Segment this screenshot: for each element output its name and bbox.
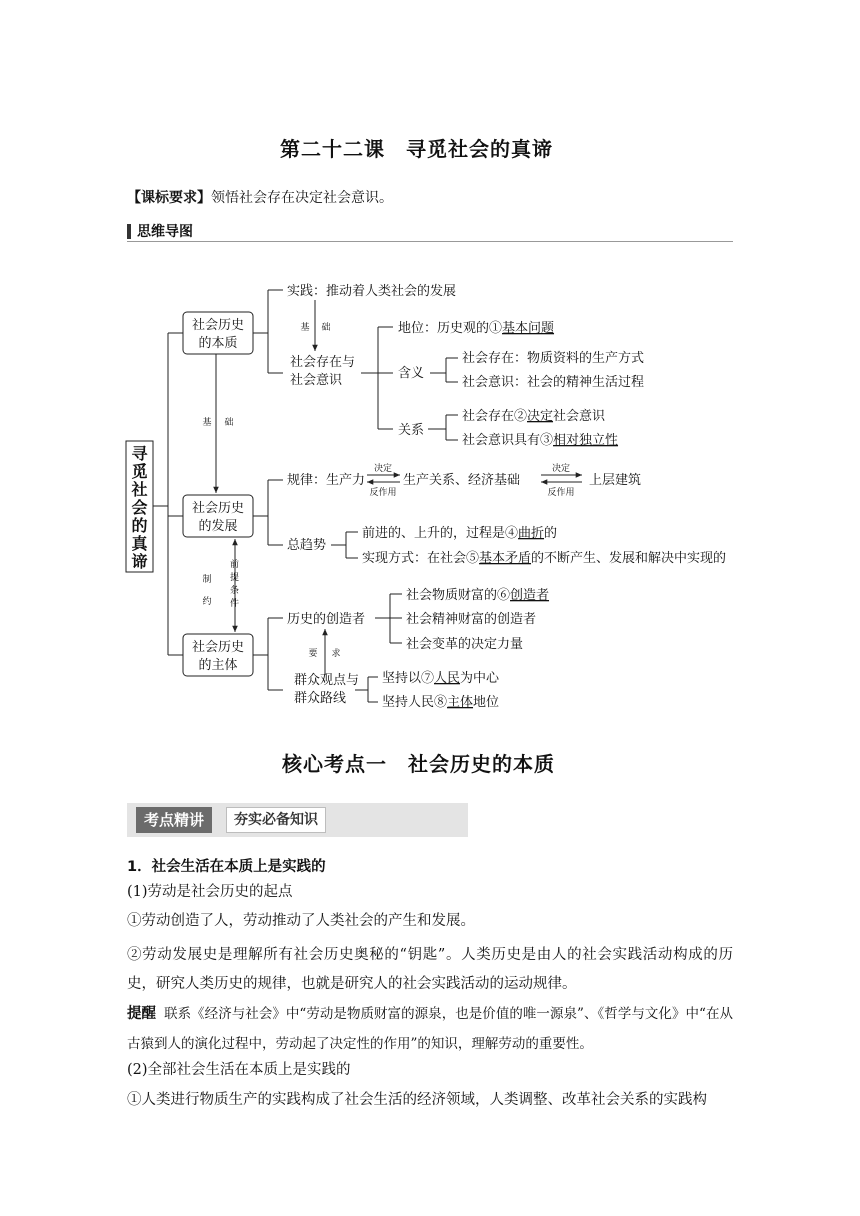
restrict-label-1: 制 [202, 575, 212, 585]
meaning-text: 含义 [398, 366, 425, 381]
subheading-2: (2)全部社会生活在本质上是实践的 [127, 1062, 351, 1078]
root-char-6: 真 [131, 534, 148, 553]
position-text: 地位：历史观的①基本问题 [398, 321, 555, 336]
root-char-5: 的 [131, 516, 148, 535]
law-decide-1: 决定 [373, 464, 393, 474]
mass-l2: 群众路线 [294, 691, 347, 706]
root-char-7: 谛 [131, 552, 148, 571]
paragraph-3: ①人类进行物质生产的实践构成了社会生活的经济领域，人类调整、改革社会关系的实践构 [127, 1092, 707, 1108]
existence-l2: 社会意识 [290, 373, 343, 388]
relation-1: 社会存在②决定社会意识 [462, 409, 606, 424]
trend-1: 前进的、上升的，过程是④曲折的 [362, 526, 558, 541]
base-small-2: 础 [321, 323, 331, 333]
lesson-title: 第二十二课 寻觅社会的真谛 [280, 137, 553, 161]
paragraph-1: ①劳动创造了人，劳动推动了人类社会的产生和发展。 [127, 913, 475, 929]
subheading-1: (1)劳动是社会历史的起点 [127, 884, 293, 900]
heading-1: 1．社会生活在本质上是实践的 [127, 859, 326, 875]
root-char-2: 觅 [131, 462, 148, 481]
premise-label-1: 前 [230, 560, 240, 570]
restrict-label-2: 约 [202, 597, 212, 607]
base-label-1: 基 [202, 418, 212, 428]
mass-2: 坚持人民⑧主体地位 [382, 695, 500, 710]
require-label-2: 求 [331, 649, 341, 659]
node-essence-l2: 的本质 [198, 336, 238, 351]
law-mid: 生产关系、经济基础 [403, 473, 521, 488]
tip-paragraph [127, 999, 733, 1059]
law-react-2: 反作用 [547, 488, 575, 498]
requirement-text: 领悟社会存在决定社会意识。 [211, 190, 393, 206]
requirement-tag: 【课标要求】 [127, 190, 211, 206]
meaning-existence: 社会存在：物质资料的生产方式 [462, 351, 645, 366]
premise-label-2: 提 [230, 573, 240, 583]
root-char-3: 社 [131, 480, 148, 499]
root-char-4: 会 [131, 498, 148, 517]
tip-text: 联系《经济与社会》中“劳动是物质财富的源泉，也是价值的唯一源泉”、《哲学与文化》中“在从古猿到人的演化过程中，劳动起了决定性的作用”的知识，理解劳动的重要性。 [127, 1006, 733, 1052]
relation-text: 关系 [398, 423, 425, 438]
mindmap-section-title: 思维导图 [137, 224, 193, 240]
tip-label: 提醒 [127, 1006, 157, 1022]
banner-sub: 夯实必备知识 [226, 807, 326, 833]
node-subject-l2: 的主体 [198, 658, 238, 673]
creator-1: 社会物质财富的⑥创造者 [406, 588, 550, 603]
trend-text: 总趋势 [287, 538, 327, 553]
base-small-1: 基 [300, 323, 310, 333]
mass-1: 坚持以⑦人民为中心 [382, 671, 500, 686]
base-label-2: 础 [224, 418, 234, 428]
node-subject-l1: 社会历史 [191, 640, 245, 655]
require-label-1: 要 [308, 649, 318, 659]
law-decide-2: 决定 [551, 464, 571, 474]
root-char-1: 寻 [131, 444, 148, 463]
core-point-title: 核心考点一 社会历史的本质 [282, 752, 555, 776]
law-react-1: 反作用 [369, 488, 397, 498]
node-essence-l1: 社会历史 [191, 318, 245, 333]
trend-2: 实现方式：在社会⑤基本矛盾的不断产生、发展和解决中实现的 [362, 551, 727, 566]
relation-2: 社会意识具有③相对独立性 [462, 433, 619, 448]
creator-text: 历史的创造者 [287, 612, 366, 627]
point-banner [127, 803, 468, 837]
practice-text: 实践：推动着人类社会的发展 [287, 284, 457, 299]
creator-3: 社会变革的决定力量 [406, 637, 524, 652]
node-development-l1: 社会历史 [191, 501, 245, 516]
banner-label: 考点精讲 [136, 807, 212, 833]
law-pre: 规律：生产力 [287, 473, 366, 488]
premise-label-4: 件 [230, 599, 240, 609]
meaning-consciousness: 社会意识：社会的精神生活过程 [462, 375, 645, 390]
law-post: 上层建筑 [589, 473, 642, 488]
existence-l1: 社会存在与 [290, 355, 356, 370]
creator-2: 社会精神财富的创造者 [406, 612, 537, 627]
paragraph-2: ②劳动发展史是理解所有社会历史奥秘的“钥匙”。人类历史是由人的社会实践活动构成的历史，研究人类历史的规律，也就是研究人的社会实践活动的运动规律。 [127, 947, 733, 992]
node-development-l2: 的发展 [198, 519, 238, 534]
mass-l1: 群众观点与 [294, 673, 360, 688]
premise-label-3: 条 [230, 586, 240, 596]
